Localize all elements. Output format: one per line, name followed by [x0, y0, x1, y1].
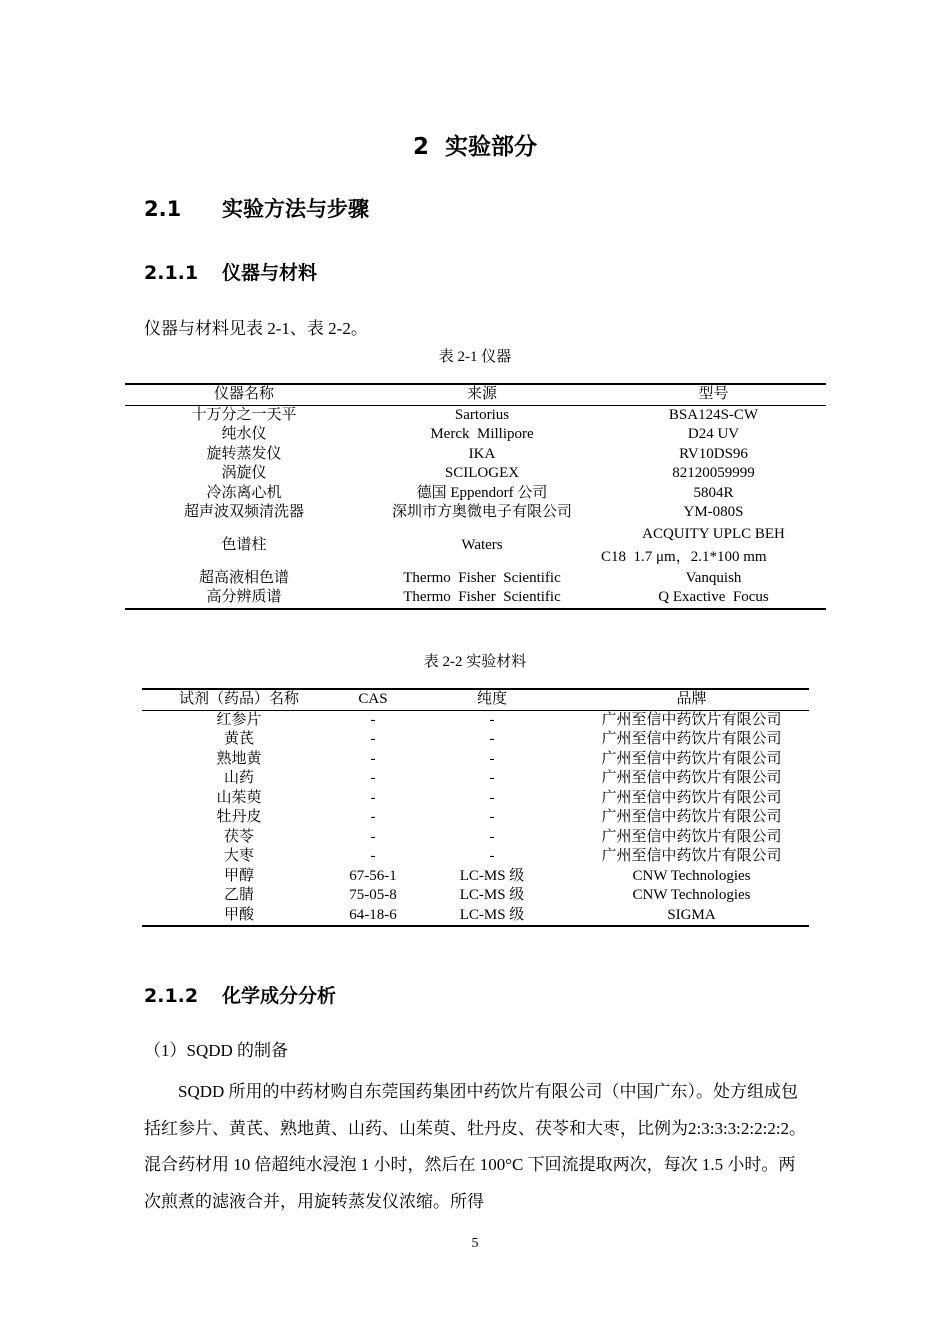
table-cell: 广州至信中药饮片有限公司: [601, 770, 782, 786]
subsection-heading-1: [144, 258, 317, 285]
table-row: [125, 484, 826, 504]
item-heading: （1）SQDD 的制备: [144, 1041, 289, 1060]
table-cell: 广州至信中药饮片有限公司: [601, 731, 782, 747]
table-row: [125, 523, 826, 569]
column-header: 仪器名称: [125, 384, 363, 405]
table-cell: 广州至信中药饮片有限公司: [601, 789, 782, 806]
table-cell: RV10DS96: [679, 445, 748, 462]
table-cell: 牡丹皮: [216, 809, 262, 825]
table-cell: YM-080S: [683, 504, 744, 520]
table-cell: SIGMA: [667, 906, 716, 923]
table-header-row: [125, 384, 826, 405]
table-row: [142, 710, 809, 730]
table-cell: 十万分之一天平: [191, 406, 297, 423]
table-cell: -: [489, 809, 495, 825]
table-cell: CNW Technologies: [632, 867, 751, 884]
column-header: 型号: [601, 384, 826, 405]
table-cell: 广州至信中药饮片有限公司: [601, 848, 782, 864]
table-row: [125, 588, 826, 609]
table1-caption: 表 2-1 仪器: [438, 349, 512, 365]
body-paragraph: [144, 1074, 808, 1220]
table-cell: 黄芪: [223, 731, 254, 747]
materials-table: [142, 688, 809, 927]
page-number: 5: [471, 1236, 479, 1251]
table-row: [125, 503, 826, 523]
table-cell: 旋转蒸发仪: [206, 445, 282, 462]
section-title: 实验方法与步骤: [222, 197, 369, 221]
table-cell: -: [489, 789, 495, 806]
table-cell: 德国 Eppendorf 公司: [416, 484, 548, 501]
column-header: 纯度: [410, 689, 574, 710]
table-cell: 广州至信中药饮片有限公司: [601, 750, 782, 767]
table-row: [142, 730, 809, 750]
table-row: [125, 464, 826, 484]
table-cell: 甲酸: [223, 906, 254, 923]
table-cell: 广州至信中药饮片有限公司: [601, 828, 782, 845]
table-cell: 茯苓: [223, 828, 254, 845]
table-cell: -: [489, 770, 495, 786]
table-header-row: [142, 689, 809, 710]
table-cell: 广州至信中药饮片有限公司: [601, 711, 782, 728]
table-cell: -: [370, 711, 376, 728]
table-row: [125, 405, 826, 425]
table-cell: IKA: [468, 445, 496, 462]
table-row: [142, 808, 809, 828]
table-cell: LC-MS 级: [459, 867, 525, 884]
table-cell: Vanquish: [685, 569, 742, 586]
table-cell: Thermo Fisher Scientific: [403, 569, 561, 586]
chapter-number: 2: [412, 134, 429, 160]
column-header: 来源: [363, 384, 601, 405]
table-cell: Waters: [461, 536, 503, 553]
table-cell: Q Exactive Focus: [658, 589, 769, 605]
table-cell: 82120059999: [672, 465, 755, 481]
table-row: [142, 867, 809, 887]
table-cell: 涡旋仪: [221, 465, 267, 481]
table-cell: -: [370, 731, 376, 747]
table-cell: -: [489, 828, 495, 845]
table2-caption: 表 2-2 实验材料: [423, 654, 527, 670]
subsection-heading-2: [144, 981, 336, 1008]
subsection-number: 2.1.2: [144, 985, 199, 1007]
chapter-heading: [0, 128, 950, 161]
subsection-number: 2.1.1: [144, 262, 199, 284]
column-header: 品牌: [574, 689, 809, 710]
table-cell: 纯水仪: [221, 426, 267, 442]
table-cell: -: [489, 711, 495, 728]
table-cell: 山药: [223, 770, 254, 786]
table-cell: 高分辨质谱: [206, 589, 282, 605]
table-cell: 广州至信中药饮片有限公司: [601, 809, 782, 825]
table-cell: 大枣: [223, 848, 254, 864]
table-row: [142, 906, 809, 927]
table-cell: 超高液相色谱: [198, 569, 289, 586]
table-cell: 冷冻离心机: [206, 484, 282, 501]
table-cell: 75-05-8: [349, 887, 397, 903]
table-cell: LC-MS 级: [459, 906, 525, 923]
body-paragraph-text: SQDD 所用的中药材购自东莞国药集团中药饮片有限公司（中国广东）。处方组成包括红参片、黄芪、熟地黄、山药、山茱萸、牡丹皮、茯苓和大枣，比例为2:3:3:3:2:2:2:2。混合药材用 10 倍超纯水浸泡 1 小时，然后在 100°C 下回流提取两次，每次 1.5 小时。两次煎煮的滤液合并，用旋转蒸发仪浓缩。所得: [144, 1082, 807, 1211]
table-row: [142, 847, 809, 867]
table-cell: -: [370, 809, 376, 825]
table-row: [142, 750, 809, 770]
table-cell: Merck Millipore: [430, 426, 534, 442]
table-cell: 熟地黄: [216, 750, 262, 767]
table-row: [142, 886, 809, 906]
intro-paragraph: 仪器与材料见表 2-1、表 2-2。: [144, 319, 368, 338]
table-cell: 64-18-6: [349, 906, 397, 923]
table-cell: BSA124S-CW: [668, 406, 759, 423]
table-row: [125, 425, 826, 445]
section-number: 2.1: [144, 197, 182, 221]
table-cell: 乙腈: [223, 887, 254, 903]
table-row: [142, 769, 809, 789]
table-cell: SCILOGEX: [444, 465, 520, 481]
column-header: 试剂（药品）名称: [142, 689, 336, 710]
table-cell: D24 UV: [687, 426, 740, 442]
table-cell: Sartorius: [454, 406, 510, 423]
table-cell: -: [370, 750, 376, 767]
table-cell: -: [370, 770, 376, 786]
table-cell-line: C18 1.7 μm，2.1*100 mm: [601, 548, 767, 565]
table-row: [125, 445, 826, 465]
table-cell: -: [489, 848, 495, 864]
table-cell: 深圳市方奥微电子有限公司: [391, 504, 572, 520]
table-cell: 红参片: [216, 711, 262, 728]
table-cell: 超声波双频清洗器: [183, 504, 304, 520]
subsection-title: 仪器与材料: [222, 262, 318, 284]
table-cell: 甲醇: [223, 867, 254, 884]
table-cell: CNW Technologies: [632, 887, 751, 903]
table-row: [125, 569, 826, 589]
table-cell: -: [489, 750, 495, 767]
table-cell: -: [370, 848, 376, 864]
section-heading: [144, 193, 369, 223]
table-cell: 山茱萸: [216, 789, 262, 806]
table-cell: 67-56-1: [349, 867, 397, 884]
table-cell: -: [370, 789, 376, 806]
table-cell: -: [370, 828, 376, 845]
table-cell: Thermo Fisher Scientific: [403, 589, 561, 605]
table-cell: 5804R: [693, 484, 734, 501]
table-cell-line: ACQUITY UPLC BEH: [642, 525, 785, 542]
table-cell: 色谱柱: [221, 536, 267, 553]
table-cell: -: [489, 731, 495, 747]
table-row: [142, 789, 809, 809]
subsection-title: 化学成分分析: [222, 985, 337, 1007]
table-cell: [601, 523, 826, 569]
column-header: CAS: [336, 689, 410, 710]
instruments-table: [125, 383, 826, 610]
chapter-title: 实验部分: [445, 134, 538, 160]
table-row: [142, 828, 809, 848]
table-cell: LC-MS 级: [459, 887, 525, 903]
